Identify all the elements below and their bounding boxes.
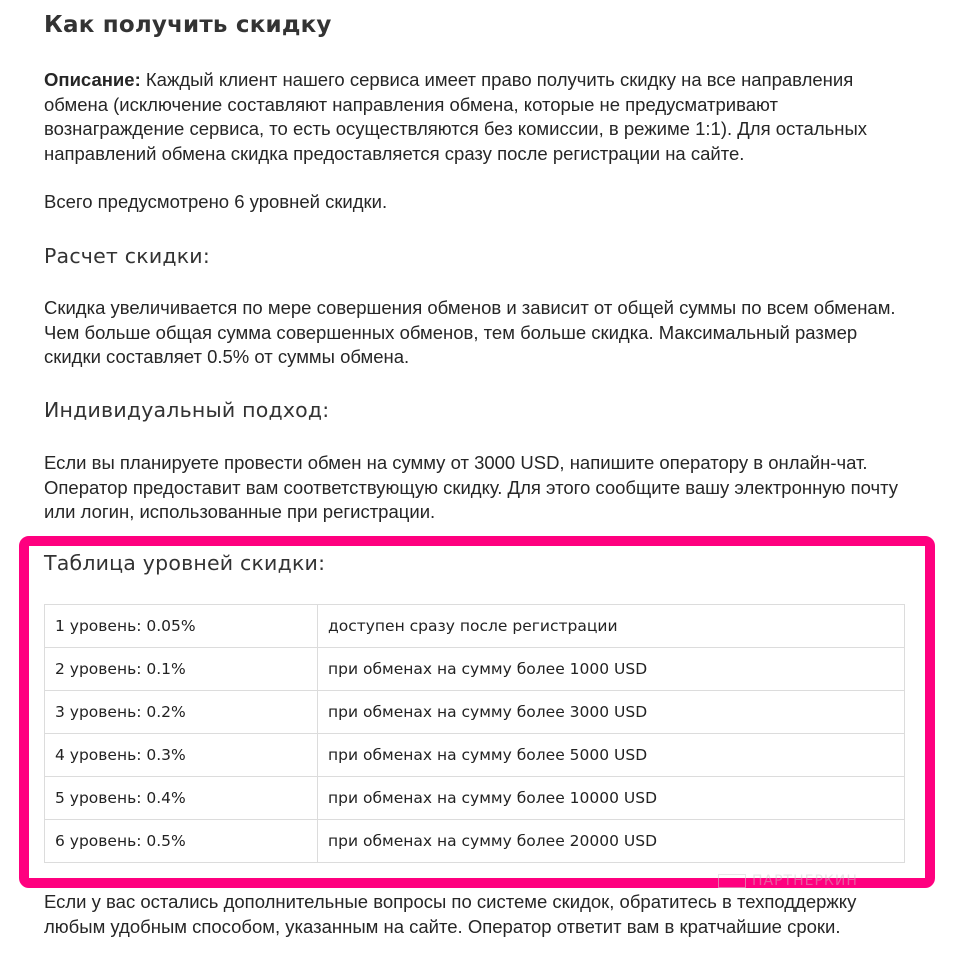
footer-text: Если у вас остались дополнительные вопросы по системе скидок, обратитесь в техподдержку любым удобным способом, указанным на сайте. Оператор ответит вам в кратчайшие сроки. — [44, 891, 857, 937]
level-cell: 4 уровень: 0.3% — [45, 734, 318, 777]
description-label: Описание: — [44, 69, 141, 90]
calculation-title: Расчет скидки: — [44, 244, 210, 268]
level-cell: 5 уровень: 0.4% — [45, 777, 318, 820]
level-cell: 2 уровень: 0.1% — [45, 648, 318, 691]
individual-title: Индивидуальный подход: — [44, 398, 330, 422]
condition-cell: при обменах на сумму более 20000 USD — [318, 820, 905, 863]
table-row — [45, 648, 905, 691]
description-text: Каждый клиент нашего сервиса имеет право получить скидку на все направления обмена (исключение составляют направления обмена, которые не предусматривают вознаграждение сервиса, то есть осуществляются без комиссии, в режиме 1:1). Для остальных направлений обмена скидка предоставляется сразу после регистрации на сайте. — [44, 69, 868, 164]
page-title: Как получить скидку — [44, 12, 332, 38]
levels-total-text: Всего предусмотрено 6 уровней скидки. — [44, 191, 388, 212]
condition-cell: доступен сразу после регистрации — [318, 605, 905, 648]
level-cell: 1 уровень: 0.05% — [45, 605, 318, 648]
condition-cell: при обменах на сумму более 10000 USD — [318, 777, 905, 820]
discount-levels-table — [44, 604, 905, 863]
description-paragraph — [44, 68, 914, 166]
table-row — [45, 820, 905, 863]
table-row — [45, 605, 905, 648]
level-cell: 6 уровень: 0.5% — [45, 820, 318, 863]
condition-cell: при обменах на сумму более 1000 USD — [318, 648, 905, 691]
table-row — [45, 734, 905, 777]
calculation-text: Скидка увеличивается по мере совершения обменов и зависит от общей суммы по всем обменам. Чем больше общая сумма совершенных обменов, тем больше скидка. Максимальный размер скидки составляет 0.5% от суммы обмена. — [44, 297, 896, 367]
condition-cell: при обменах на сумму более 3000 USD — [318, 691, 905, 734]
individual-text: Если вы планируете провести обмен на сумму от 3000 USD, напишите оператору в онлайн-чат. Оператор предоставит вам соответствующую скидку. Для этого сообщите вашу электронную почту или логин, использованные при регистрации. — [44, 452, 899, 522]
watermark — [718, 872, 908, 890]
watermark-logo-icon — [718, 874, 746, 888]
level-cell: 3 уровень: 0.2% — [45, 691, 318, 734]
condition-cell: при обменах на сумму более 5000 USD — [318, 734, 905, 777]
table-row — [45, 691, 905, 734]
discount-table-title: Таблица уровней скидки: — [44, 551, 326, 575]
watermark-text: ПАРТНЕРКИН — [752, 873, 858, 889]
table-row — [45, 777, 905, 820]
